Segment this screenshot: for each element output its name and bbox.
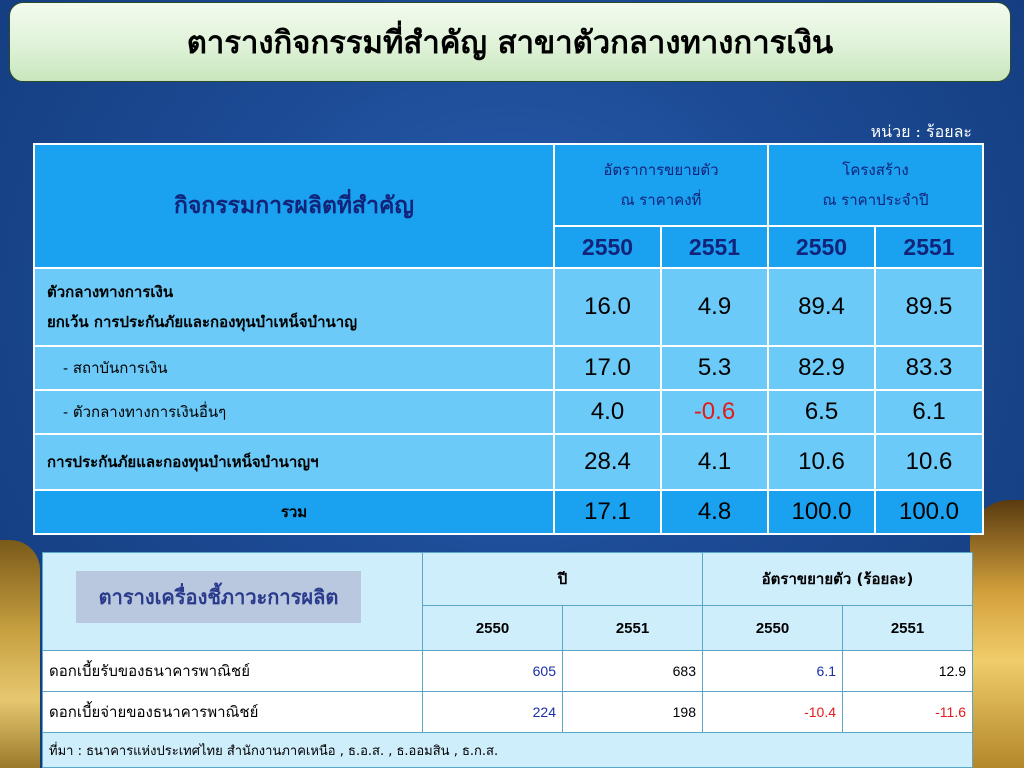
total-row [34,490,983,534]
year-header: 2551 [843,606,973,651]
table-row [34,434,983,490]
value-cell-negative: -0.6 [661,390,768,434]
total-value: 17.1 [554,490,661,534]
total-label: รวม [34,490,554,534]
title-banner [9,2,1011,82]
row-label-line1: ตัวกลางทางการเงิน [47,283,174,301]
table-row [34,346,983,390]
year-header: 2551 [563,606,703,651]
year-group-header: ปี [423,553,703,606]
indicator-title-cell [43,553,423,651]
page-title: ตารางกิจกรรมที่สำคัญ สาขาตัวกลางทางการเงิน [186,25,834,61]
value-cell: 17.0 [554,346,661,390]
row-label: ดอกเบี้ยจ่ายของธนาคารพาณิชย์ [43,692,423,733]
structure-header [768,144,983,226]
value-cell: 4.9 [661,268,768,346]
value-cell: 6.1 [703,651,843,692]
decorative-photo-left [0,540,40,768]
value-cell: 89.5 [875,268,983,346]
value-cell: 10.6 [875,434,983,490]
growth-rate-line1: อัตราการขยายตัว [603,161,719,179]
value-cell: 198 [563,692,703,733]
value-cell: 83.3 [875,346,983,390]
value-cell-negative: -10.4 [703,692,843,733]
structure-line2: ณ ราคาประจำปี [822,191,929,209]
indicator-table [42,552,973,768]
growth-rate-line2: ณ ราคาคงที่ [620,191,702,209]
value-cell-negative: -11.6 [843,692,973,733]
year-header: 2550 [423,606,563,651]
year-header: 2551 [661,226,768,268]
growth-rate-header [554,144,768,226]
value-cell: 28.4 [554,434,661,490]
year-header: 2550 [703,606,843,651]
source-note: ที่มา : ธนาคารแห่งประเทศไทย สำนักงานภาคเหนือ , ธ.อ.ส. , ธ.ออมสิน , ธ.ก.ส. [43,733,973,768]
value-cell: 89.4 [768,268,875,346]
value-cell: 605 [423,651,563,692]
table-row [34,268,983,346]
year-header: 2550 [768,226,875,268]
value-cell: 10.6 [768,434,875,490]
row-label: การประกันภัยและกองทุนบำเหน็จบำนาญฯ [34,434,554,490]
total-value: 4.8 [661,490,768,534]
row-label: - ตัวกลางทางการเงินอื่นๆ [34,390,554,434]
structure-line1: โครงสร้าง [842,161,909,179]
indicator-title: ตารางเครื่องชี้ภาวะการผลิต [76,571,361,623]
year-header: 2550 [554,226,661,268]
value-cell: 4.0 [554,390,661,434]
year-header: 2551 [875,226,983,268]
value-cell: 6.1 [875,390,983,434]
value-cell: 683 [563,651,703,692]
value-cell: 6.5 [768,390,875,434]
value-cell: 4.1 [661,434,768,490]
unit-label: หน่วย : ร้อยละ [870,122,972,141]
table-row [43,692,973,733]
value-cell: 12.9 [843,651,973,692]
total-value: 100.0 [875,490,983,534]
activity-header: กิจกรรมการผลิตที่สำคัญ [34,144,554,268]
row-label: - สถาบันการเงิน [34,346,554,390]
value-cell: 82.9 [768,346,875,390]
row-label-line2: ยกเว้น การประกันภัยและกองทุนบำเหน็จบำนาญ [47,313,357,331]
growth-group-header: อัตราขยายตัว (ร้อยละ) [703,553,973,606]
value-cell: 16.0 [554,268,661,346]
value-cell: 224 [423,692,563,733]
decorative-temple-right [970,500,1024,768]
activity-table [33,143,984,535]
row-label: ดอกเบี้ยรับของธนาคารพาณิชย์ [43,651,423,692]
value-cell: 5.3 [661,346,768,390]
table-row [43,651,973,692]
table-row [34,390,983,434]
row-label [34,268,554,346]
total-value: 100.0 [768,490,875,534]
